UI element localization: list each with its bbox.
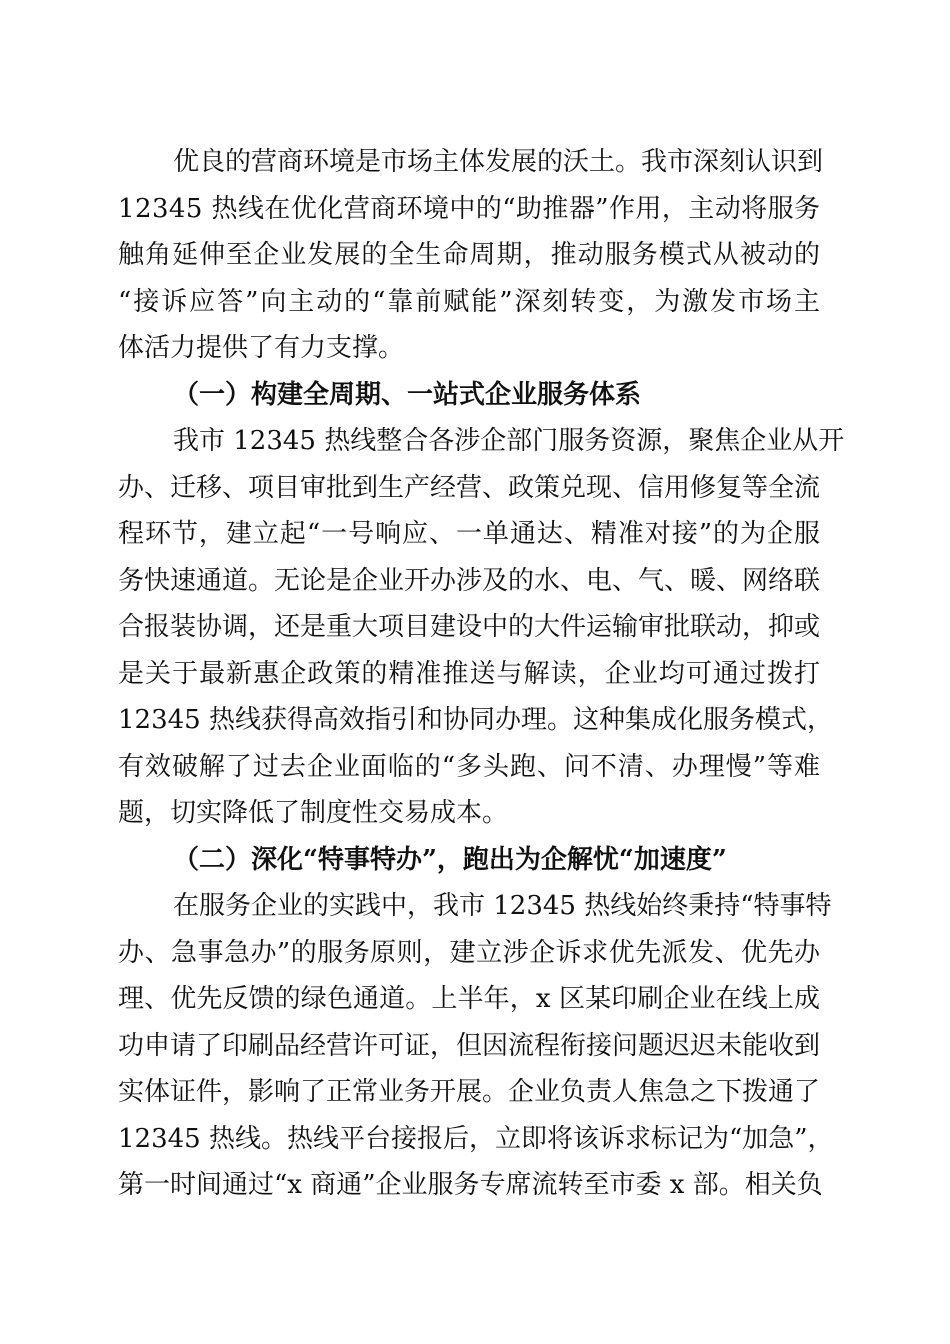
line-text: 理、优先反馈的绿色通道。上半年，x 区某印刷企业在线上成 — [118, 984, 821, 1014]
heading-text: （一）构建全周期、一站式企业服务体系 — [173, 379, 642, 410]
paragraph-line — [0, 280, 950, 324]
paragraph-line — [0, 233, 950, 277]
paragraph-line — [0, 977, 950, 1021]
line-text: 有效破解了过去企业面临的“多头跑、问不清、办理慢”等难 — [118, 751, 821, 782]
line-text: 实体证件，影响了正常业务开展。企业负责人焦急之下拨通了 — [118, 1077, 821, 1107]
paragraph-line — [0, 698, 950, 742]
line-text: 是关于最新惠企政策的精准推送与解读，企业均可通过拨打 — [118, 658, 822, 689]
line-text: 程环节，建立起“一号响应、一单通达、精准对接”的为企服 — [118, 519, 821, 549]
line-text: 功申请了印刷品经营许可证，但因流程衔接问题迟迟未能收到 — [118, 1030, 821, 1061]
line-text: 12345 热线在优化营商环境中的“助推器”作用，主动将服务 — [118, 193, 821, 224]
line-text: 合报装协调，还是重大项目建设中的大件运输审批联动，抑或 — [118, 612, 821, 642]
paragraph-line — [0, 187, 950, 231]
line-text: 办、急事急办”的服务原则，建立涉企诉求优先派发、优先办 — [118, 937, 821, 968]
line-text: 12345 热线获得高效指引和协同办理。这种集成化服务模式， — [118, 705, 833, 735]
paragraph-line — [0, 326, 950, 370]
paragraph-line — [0, 884, 950, 928]
paragraph-line — [0, 512, 950, 556]
line-text: 办、迁移、项目审批到生产经营、政策兑现、信用修复等全流 — [118, 472, 821, 503]
line-text: 务快速通道。无论是企业开办涉及的水、电、气、暖、网络联 — [118, 565, 821, 596]
line-text: 优良的营商环境是市场主体发展的沃土。我市深刻认识到 — [173, 147, 824, 177]
line-text: 体活力提供了有力支撑。 — [118, 333, 405, 363]
line-text: 触角延伸至企业发展的全生命周期，推动服务模式从被动的 — [118, 240, 822, 270]
line-text: 题，切实降低了制度性交易成本。 — [118, 798, 509, 828]
paragraph-line — [0, 1024, 950, 1068]
line-text: 第一时间通过“x 商通”企业服务专席流转至市委 x 部。相关负 — [118, 1170, 823, 1200]
paragraph-line — [0, 652, 950, 696]
line-text: 12345 热线。热线平台接报后，立即将该诉求标记为“加急”， — [118, 1123, 834, 1154]
paragraph-line — [0, 605, 950, 649]
paragraph-line — [0, 791, 950, 835]
line-text: 在服务企业的实践中，我市 12345 热线始终秉持“特事特 — [173, 891, 832, 921]
paragraph-line — [0, 466, 950, 510]
paragraph-line — [0, 1163, 950, 1207]
section-heading-line — [0, 838, 950, 882]
heading-text: （二）深化“特事特办”，跑出为企解忧“加速度” — [173, 844, 727, 875]
paragraph-line — [0, 419, 950, 463]
paragraph-line — [0, 1070, 950, 1114]
paragraph-line — [0, 1117, 950, 1161]
paragraph-line — [0, 745, 950, 789]
paragraph-line — [0, 140, 950, 184]
section-heading-line — [0, 373, 950, 417]
paragraph-line — [0, 559, 950, 603]
paragraph-line — [0, 931, 950, 975]
line-text: “接诉应答”向主动的“靠前赋能”深刻转变，为激发市场主 — [118, 286, 822, 317]
line-text: 我市 12345 热线整合各涉企部门服务资源，聚焦企业从开 — [173, 426, 845, 456]
